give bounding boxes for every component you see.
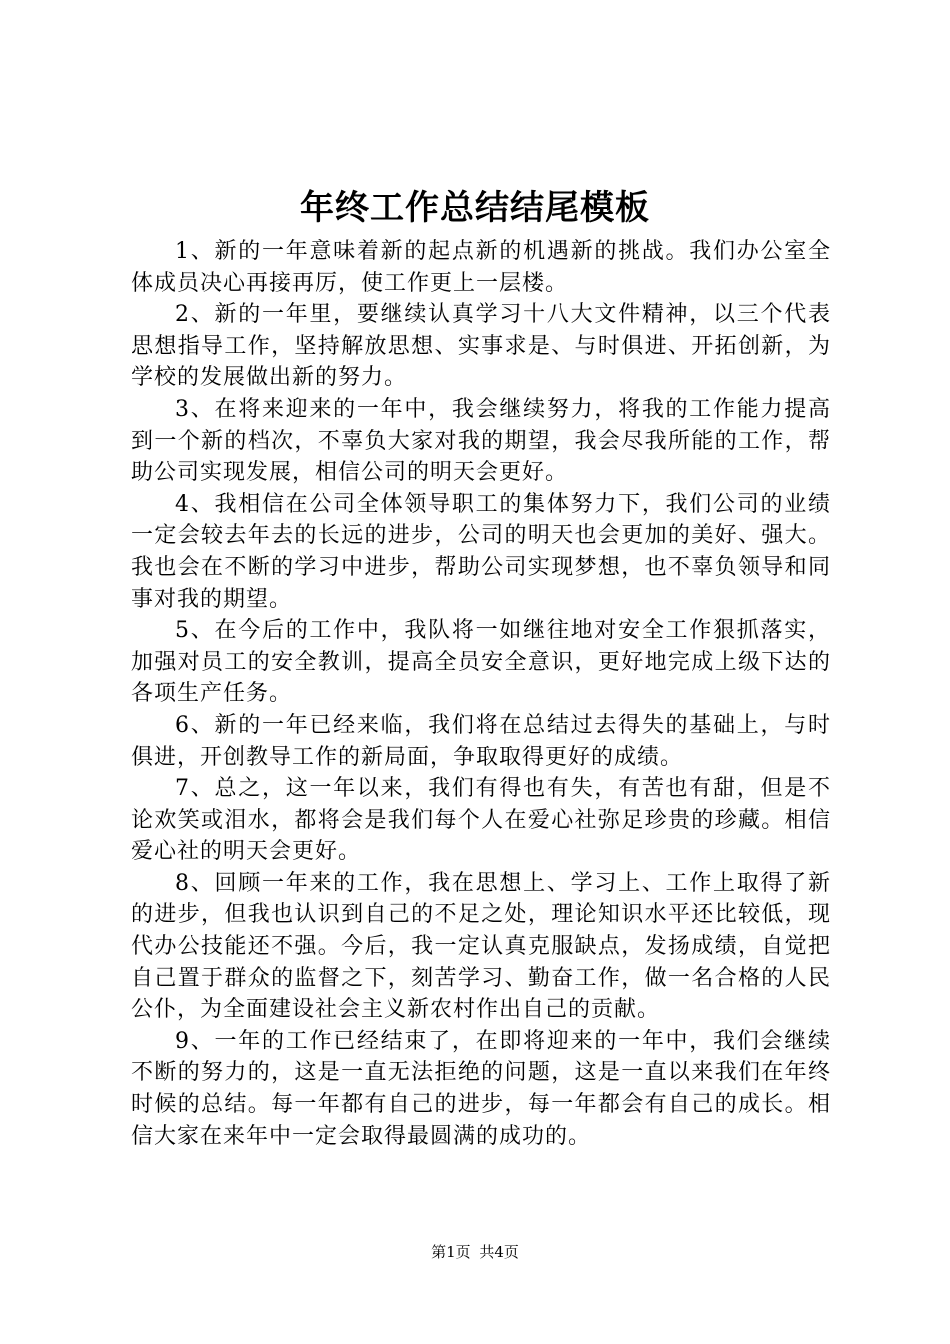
paragraph-8: 8、回顾一年来的工作，我在思想上、学习上、工作上取得了新的进步，但我也认识到自己的不足之处，理论知识水平还比较低，现代办公技能还不强。今后，我一定认真克服缺点，发扬成绩，自觉把自己置于群众的监督之下，刻苦学习、勤奋工作，做一名合格的人民公仆，为全面建设社会主义新农村作出自己的贡献。	[131, 870, 831, 1023]
document-title: 年终工作总结结尾模板	[300, 188, 650, 228]
paragraph-7: 7、总之，这一年以来，我们有得也有失，有苦也有甜，但是不论欢笑或泪水，都将会是我们每个人在爱心社弥足珍贵的珍藏。相信爱心社的明天会更好。	[131, 776, 831, 865]
paragraph-4: 4、我相信在公司全体领导职工的集体努力下，我们公司的业绩一定会较去年去的长远的进步，公司的明天也会更加的美好、强大。我也会在不断的学习中进步，帮助公司实现梦想，也不辜负领导和同事对我的期望。	[131, 491, 831, 612]
paragraph-6: 6、新的一年已经来临，我们将在总结过去得失的基础上，与时俱进，开创教导工作的新局面，争取取得更好的成绩。	[131, 712, 831, 770]
paragraph-9: 9、一年的工作已经结束了，在即将迎来的一年中，我们会继续不断的努力的，这是一直无法拒绝的问题，这是一直以来我们在年终时候的总结。每一年都有自己的进步，每一年都会有自己的成长。相信大家在来年中一定会取得最圆满的成功的。	[131, 1028, 831, 1149]
paragraph-5: 5、在今后的工作中，我队将一如继往地对安全工作狠抓落实，加强对员工的安全教训，提高全员安全意识，更好地完成上级下达的各项生产任务。	[131, 618, 831, 707]
page-number: 第1页	[431, 1243, 471, 1261]
paragraph-3: 3、在将来迎来的一年中，我会继续努力，将我的工作能力提高到一个新的档次，不辜负大家对我的期望，我会尽我所能的工作，帮助公司实现发展，相信公司的明天会更好。	[131, 396, 831, 486]
paragraph-2: 2、新的一年里，要继续认真学习十八大文件精神，以三个代表思想指导工作，坚持解放思想、实事求是、与时俱进、开拓创新，为学校的发展做出新的努力。	[131, 302, 831, 391]
page-footer	[0, 1242, 950, 1262]
page-total: 共4页	[479, 1243, 519, 1261]
document-body	[131, 236, 831, 1152]
paragraph-1: 1、新的一年意味着新的起点新的机遇新的挑战。我们办公室全体成员决心再接再厉，使工作更上一层楼。	[131, 239, 831, 296]
